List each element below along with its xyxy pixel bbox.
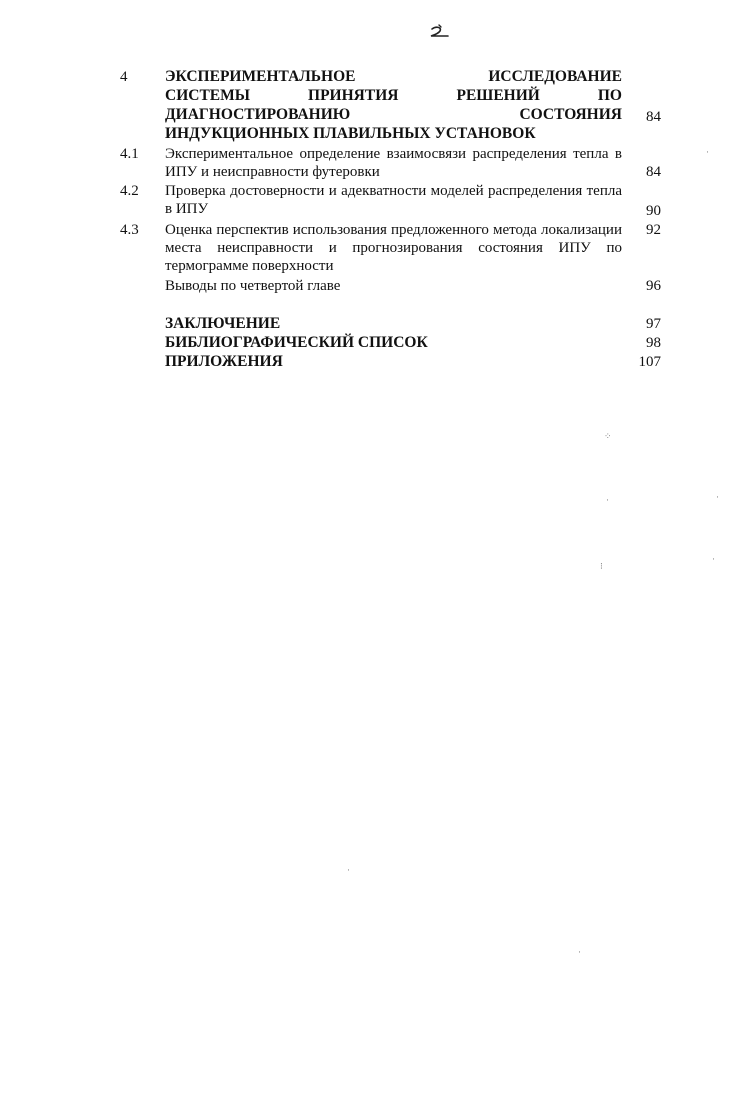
chapter-number: 4	[120, 69, 128, 85]
conclusions-title: Выводы по четвертой главе	[165, 278, 341, 294]
scan-speck: ⁘	[604, 431, 612, 441]
scan-speck: ·	[706, 147, 709, 157]
toc-appendices[interactable]	[0, 353, 733, 373]
conclusion-title: ЗАКЛЮЧЕНИЕ	[165, 315, 281, 332]
scan-speck: ·	[712, 554, 715, 564]
section-title: Оценка перспектив использования предложенного метода локализации места неисправности и прогнозирования состояния ИПУ по термограмме поверхности	[165, 222, 622, 274]
toc-chapter-4-conclusions[interactable]	[0, 277, 733, 297]
chapter-title-line-1: ЭКСПЕРИМЕНТАЛЬНОЕ ИССЛЕДОВАНИЕ	[165, 68, 622, 85]
section-page-number: 84	[646, 164, 661, 180]
handwritten-page-mark	[428, 24, 452, 40]
chapter-title-line-4: ИНДУКЦИОННЫХ ПЛАВИЛЬНЫХ УСТАНОВОК	[165, 125, 536, 142]
toc-bibliography[interactable]	[0, 334, 733, 354]
section-number: 4.1	[120, 146, 139, 162]
toc-section-4-1[interactable]	[0, 145, 733, 185]
bibliography-page-number: 98	[646, 335, 661, 351]
chapter-page-number: 84	[646, 109, 661, 125]
section-number: 4.2	[120, 183, 139, 199]
section-page-number: 92	[646, 222, 661, 238]
scan-speck: ·	[578, 947, 581, 957]
scan-speck: ·	[606, 495, 609, 505]
bibliography-title: БИБЛИОГРАФИЧЕСКИЙ СПИСОК	[165, 334, 428, 351]
conclusions-page-number: 96	[646, 278, 661, 294]
appendices-page-number: 107	[638, 354, 661, 370]
section-page-number: 90	[646, 203, 661, 219]
appendices-title: ПРИЛОЖЕНИЯ	[165, 353, 283, 370]
scan-speck: ·	[716, 492, 719, 502]
scan-speck: ⁝	[600, 561, 603, 571]
toc-section-4-3[interactable]	[0, 221, 733, 279]
section-number: 4.3	[120, 222, 139, 238]
toc-chapter-4[interactable]	[0, 68, 733, 144]
section-title: Экспериментальное определение взаимосвязи распределения тепла в ИПУ и неисправности футеровки	[165, 146, 622, 180]
toc-section-4-2[interactable]	[0, 182, 733, 222]
scan-speck: ·	[347, 865, 350, 875]
chapter-title-line-3: ДИАГНОСТИРОВАНИЮ СОСТОЯНИЯ	[165, 106, 622, 123]
section-title: Проверка достоверности и адекватности моделей распределения тепла в ИПУ	[165, 183, 622, 217]
conclusion-page-number: 97	[646, 316, 661, 332]
toc-conclusion[interactable]	[0, 315, 733, 335]
chapter-title-line-2: СИСТЕМЫ ПРИНЯТИЯ РЕШЕНИЙ ПО	[165, 87, 622, 104]
